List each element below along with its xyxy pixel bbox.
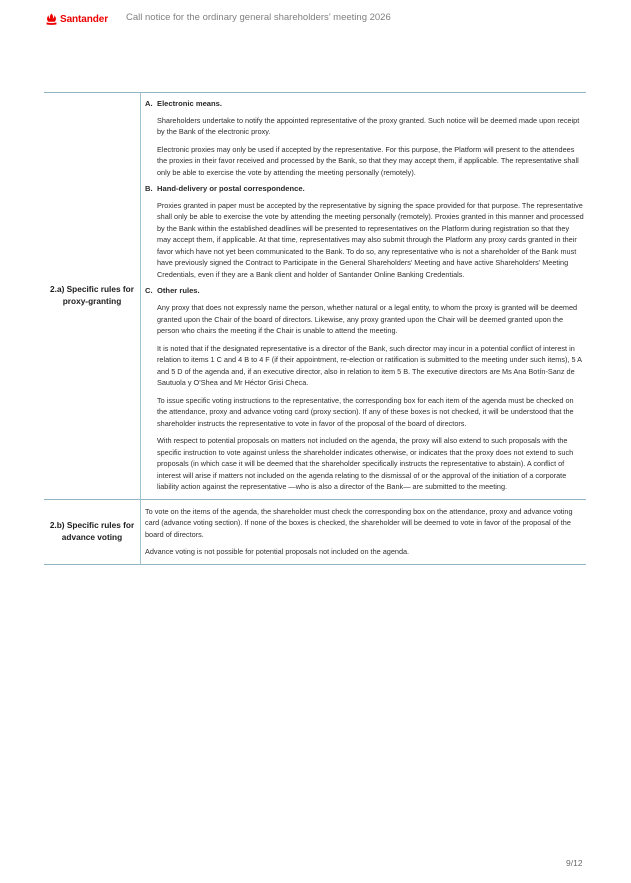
section-heading-other-rules bbox=[145, 286, 584, 297]
document-title: Call notice for the ordinary general shareholders’ meeting 2026 bbox=[126, 12, 391, 23]
section-heading-electronic-means bbox=[145, 99, 584, 110]
paragraph: With respect to potential proposals on matters not included on the agenda, the proxy will also extend to such proposals with the specific instruction to vote against unless the shareholder indicates otherwise, or indicates that the proxy does not extend to such proposals (in which case it will be deemed that the shareholder specifically instructs the representative to abstain). A conflict of interest will arise if matters not included on the agenda relating to the dismissal of or the approval of the initiation of a corporate liability action against the representative —who is also a director of the Bank— are submitted to the meeting. bbox=[157, 436, 574, 492]
row-label-proxy-granting: 2.a) Specific rules for proxy-granting bbox=[44, 93, 141, 500]
row-body-advance-voting bbox=[141, 499, 587, 564]
flame-icon bbox=[46, 13, 57, 25]
paragraph: Any proxy that does not expressly name the person, whether natural or a legal entity, to whom the proxy is granted will be deemed granted upon the Chair of the board of directors. Likewise, any proxy granted upon the Chair will be deemed granted upon the person who chairs the meeting if the Chair is unable to attend the meeting. bbox=[157, 303, 578, 336]
section-title: Other rules. bbox=[157, 286, 200, 296]
paragraph: To issue specific voting instructions to the representative, the corresponding box for each item of the agenda must be checked on the attendance, proxy and advance voting card (proxy section). If any of these boxes is not checked, it will be understood that the shareholder instructs the representative to vote in favor of the proposal of the board of directors. bbox=[157, 395, 574, 428]
row-body-proxy-granting bbox=[141, 93, 587, 500]
section-letter: A. bbox=[145, 99, 153, 108]
section-title: Electronic means. bbox=[157, 99, 222, 108]
rules-table bbox=[44, 92, 586, 565]
section-title: Hand-delivery or postal correspondence. bbox=[157, 184, 305, 194]
table-row-proxy-granting bbox=[44, 93, 586, 500]
section-letter: B. bbox=[145, 184, 153, 194]
paragraph: It is noted that if the designated representative is a director of the Bank, such director may incur in a potential conflict of interest in relation to items 1 C and 4 B to 4 F (if their appointment, re-election or ratification is submitted to the meeting under such items), 5 A and 5 D of the agenda and, if an executive director, also in relation to item 5 B. The executive directors are Ms Ana Botín-Sanz de Sautuola y O’Shea and Mr Héctor Grisi Checa. bbox=[157, 343, 582, 388]
section-heading-hand-delivery bbox=[145, 184, 584, 195]
paragraph: Shareholders undertake to notify the appointed representative of the proxy granted. Such notice will be deemed made upon receipt by the Bank of the electronic proxy. bbox=[157, 115, 580, 137]
santander-logo bbox=[46, 13, 108, 25]
page-number: 9/12 bbox=[566, 858, 583, 868]
paragraph: To vote on the items of the agenda, the shareholder must check the corresponding box on the attendance, proxy and advance voting card (advance voting section). If none of the boxes is checked, the shareholder will be deemed to vote in favor of the proposal of the board of directors. bbox=[145, 506, 573, 539]
paragraph: Electronic proxies may only be used if accepted by the representative. For this purpose, the Platform will present to the attendees the proxies in their favor received and processed by the Bank, so that they may accept them, if applicable. The representative shall only be able to exercise the vote by attending the meeting personally (remotely). bbox=[157, 144, 579, 177]
page-header bbox=[46, 11, 108, 27]
table-row-advance-voting bbox=[44, 499, 586, 564]
row-label-advance-voting: 2.b) Specific rules for advance voting bbox=[44, 499, 141, 564]
logo-text: Santander bbox=[60, 13, 109, 25]
paragraph: Proxies granted in paper must be accepted by the representative by signing the space provided for that purpose. The representative shall only be able to exercise the vote by attending the meeting personally (remotely). Proxies granted in this manner and processed by the Bank within the established deadlines will be presented to representatives on the Platform during registration so that they may accept them, if applicable. At that time, representatives may also submit through the Platform any proxy cards granted in their favor which have not yet been communicated to the Bank. To do so, any representative who is not a shareholder of the Bank must have previously signed the Contract to Participate in the General Shareholders’ Meeting and have active Shareholders’ Meeting Credentials, even if they are a Bank client and holder of Santander Online Banking Credentials. bbox=[157, 200, 584, 279]
paragraph: Advance voting is not possible for potential proposals not included on the agenda. bbox=[145, 547, 410, 557]
section-letter: C. bbox=[145, 286, 153, 296]
